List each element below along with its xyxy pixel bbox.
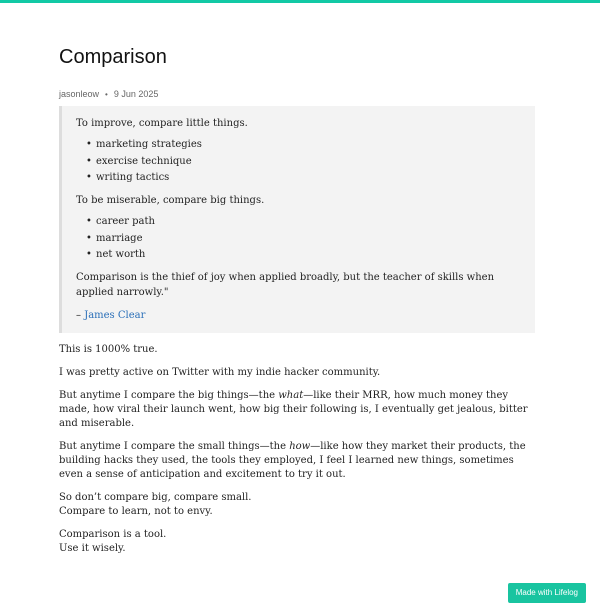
made-with-lifelog-button[interactable]: Made with Lifelog bbox=[508, 583, 586, 603]
emphasis: what bbox=[278, 390, 304, 401]
post-meta bbox=[59, 88, 535, 100]
paragraph-text: But anytime I compare the big things—the bbox=[59, 390, 279, 401]
quote-list-big-things bbox=[76, 214, 521, 262]
paragraph-line: Use it wisely. bbox=[59, 543, 126, 554]
paragraph-line: Compare to learn, not to envy. bbox=[59, 506, 213, 517]
quote-closing: Comparison is the thief of joy when applied broadly, but the teacher of skills when applied narrowly." bbox=[76, 272, 495, 298]
post-container bbox=[59, 44, 535, 565]
paragraph: I was pretty active on Twitter with my indie hacker community. bbox=[59, 367, 381, 378]
page-title: Comparison bbox=[59, 46, 167, 68]
list-item: • marriage bbox=[90, 231, 521, 246]
quote-attribution bbox=[76, 308, 521, 323]
paragraph-text: But anytime I compare the small things—the bbox=[59, 441, 290, 452]
list-item: • exercise technique bbox=[90, 154, 521, 169]
attribution-link[interactable]: James Clear bbox=[84, 310, 146, 321]
post-body bbox=[59, 343, 535, 556]
paragraph-line: So don’t compare big, compare small. bbox=[59, 492, 252, 503]
quote-intro-miserable: To be miserable, compare big things. bbox=[76, 195, 265, 206]
paragraph bbox=[59, 389, 535, 431]
quote-list-little-things bbox=[76, 137, 521, 185]
paragraph-text: —like how they market their products, the building hacks they used, the tools they employed, I feel I learned new things, sometimes even a sense of anticipation and excitement to try it out. bbox=[59, 441, 526, 480]
paragraph bbox=[59, 528, 535, 556]
top-accent-bar bbox=[0, 0, 600, 3]
paragraph-line: Comparison is a tool. bbox=[59, 529, 167, 540]
blockquote bbox=[59, 106, 535, 333]
list-item: • marketing strategies bbox=[90, 137, 521, 152]
paragraph: This is 1000% true. bbox=[59, 344, 158, 355]
post-date: 9 Jun 2025 bbox=[113, 89, 159, 99]
list-item: • career path bbox=[90, 214, 521, 229]
paragraph bbox=[59, 440, 535, 482]
list-item: • net worth bbox=[90, 247, 521, 262]
emphasis: how bbox=[289, 441, 311, 452]
author-link[interactable]: jasonleow bbox=[59, 89, 100, 99]
list-item: • writing tactics bbox=[90, 170, 521, 185]
attribution-dash: – bbox=[76, 310, 85, 321]
paragraph-text: —like their MRR, how much money they made, how viral their launch went, how big their following is, I eventually get jealous, bitter and miserable. bbox=[59, 390, 528, 429]
paragraph bbox=[59, 491, 535, 519]
meta-separator: • bbox=[105, 89, 108, 99]
quote-intro-improve: To improve, compare little things. bbox=[76, 118, 248, 129]
